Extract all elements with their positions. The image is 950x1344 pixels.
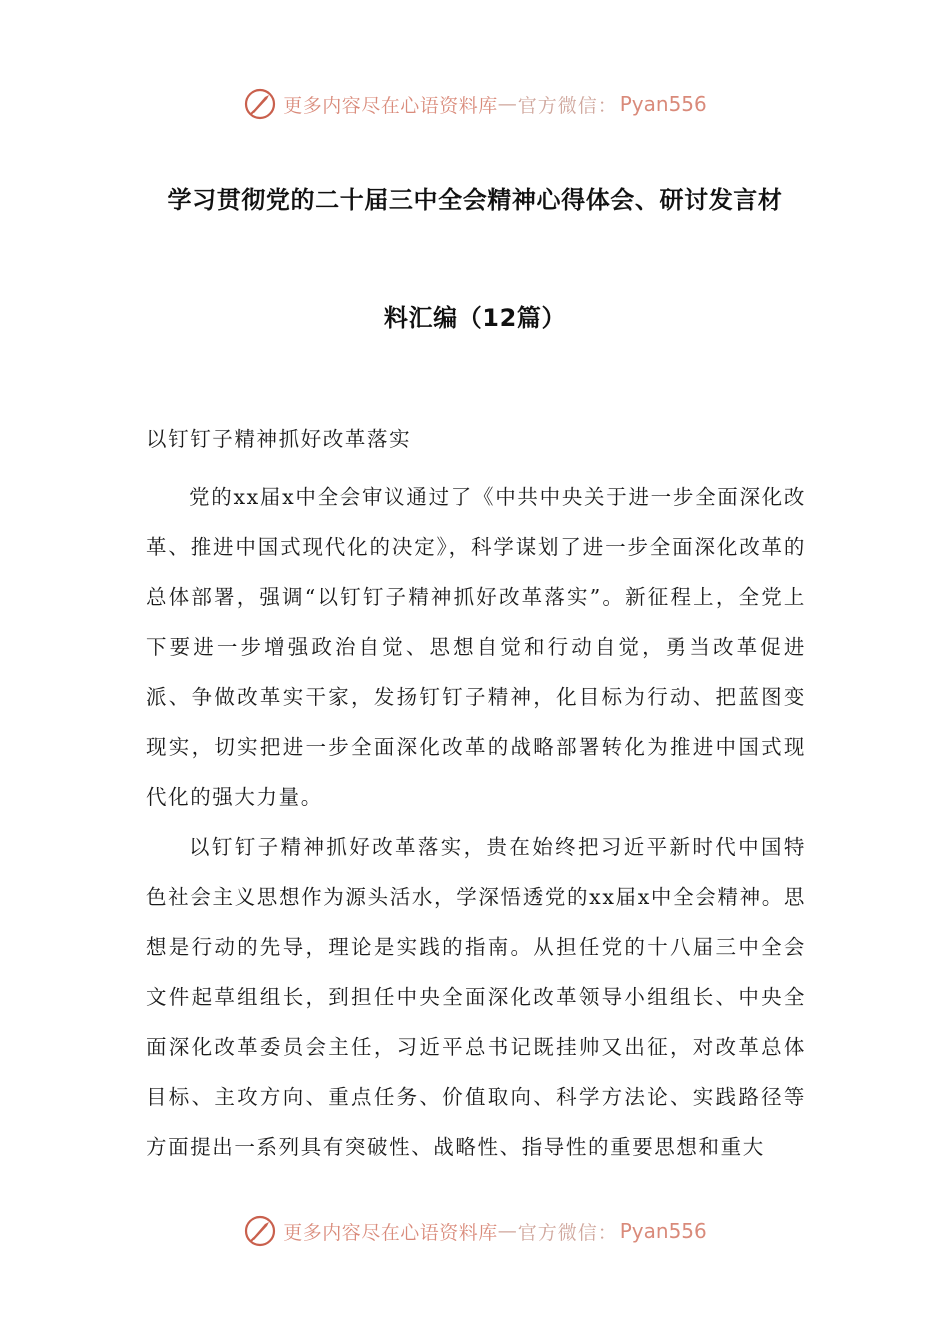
- watermark-handle: Pyan556: [619, 1219, 707, 1243]
- watermark-handle: Pyan556: [619, 92, 707, 116]
- document-title-line-2: 料汇编（12篇）: [383, 304, 567, 332]
- article-body: [146, 422, 806, 1172]
- paragraph: 以钉钉子精神抓好改革落实，贵在始终把习近平新时代中国特色社会主义思想作为源头活水，学深悟透党的xx届x中全会精神。思想是行动的先导，理论是实践的指南。从担任党的十八届三中全会文件起草组组长，到担任中央全面深化改革领导小组组长、中央全面深化改革委员会主任，习近平总书记既挂帅又出征，对改革总体目标、主攻方向、重点任务、价值取向、科学方法论、实践路径等方面提出一系列具有突破性、战略性、指导性的重要思想和重大: [146, 835, 806, 1159]
- quill-pen-logo-icon: [243, 87, 277, 121]
- watermark-footer: [0, 1211, 950, 1251]
- watermark-dash: —: [497, 1220, 518, 1242]
- watermark-wechat-label: 官方微信：: [517, 1221, 618, 1244]
- watermark-header: [0, 84, 950, 124]
- article-title: 以钉钉子精神抓好改革落实: [146, 427, 412, 451]
- document-title-line-1: 学习贯彻党的二十届三中全会精神心得体会、研讨发言材: [167, 186, 783, 214]
- quill-pen-logo-icon: [243, 1214, 277, 1248]
- watermark-text: 更多内容尽在心语资料库: [283, 1221, 498, 1244]
- paragraph: 党的xx届x中全会审议通过了《中共中央关于进一步全面深化改革、推进中国式现代化的决定》，科学谋划了进一步全面深化改革的总体部署，强调“以钉钉子精神抓好改革落实”。新征程上，全党上下要进一步增强政治自觉、思想自觉和行动自觉，勇当改革促进派、争做改革实干家，发扬钉钉子精神，化目标为行动、把蓝图变现实，切实把进一步全面深化改革的战略部署转化为推进中国式现代化的强大力量。: [146, 485, 806, 809]
- watermark-wechat-label: 官方微信：: [517, 94, 618, 117]
- watermark-text: 更多内容尽在心语资料库: [283, 94, 498, 117]
- watermark-dash: —: [497, 93, 518, 115]
